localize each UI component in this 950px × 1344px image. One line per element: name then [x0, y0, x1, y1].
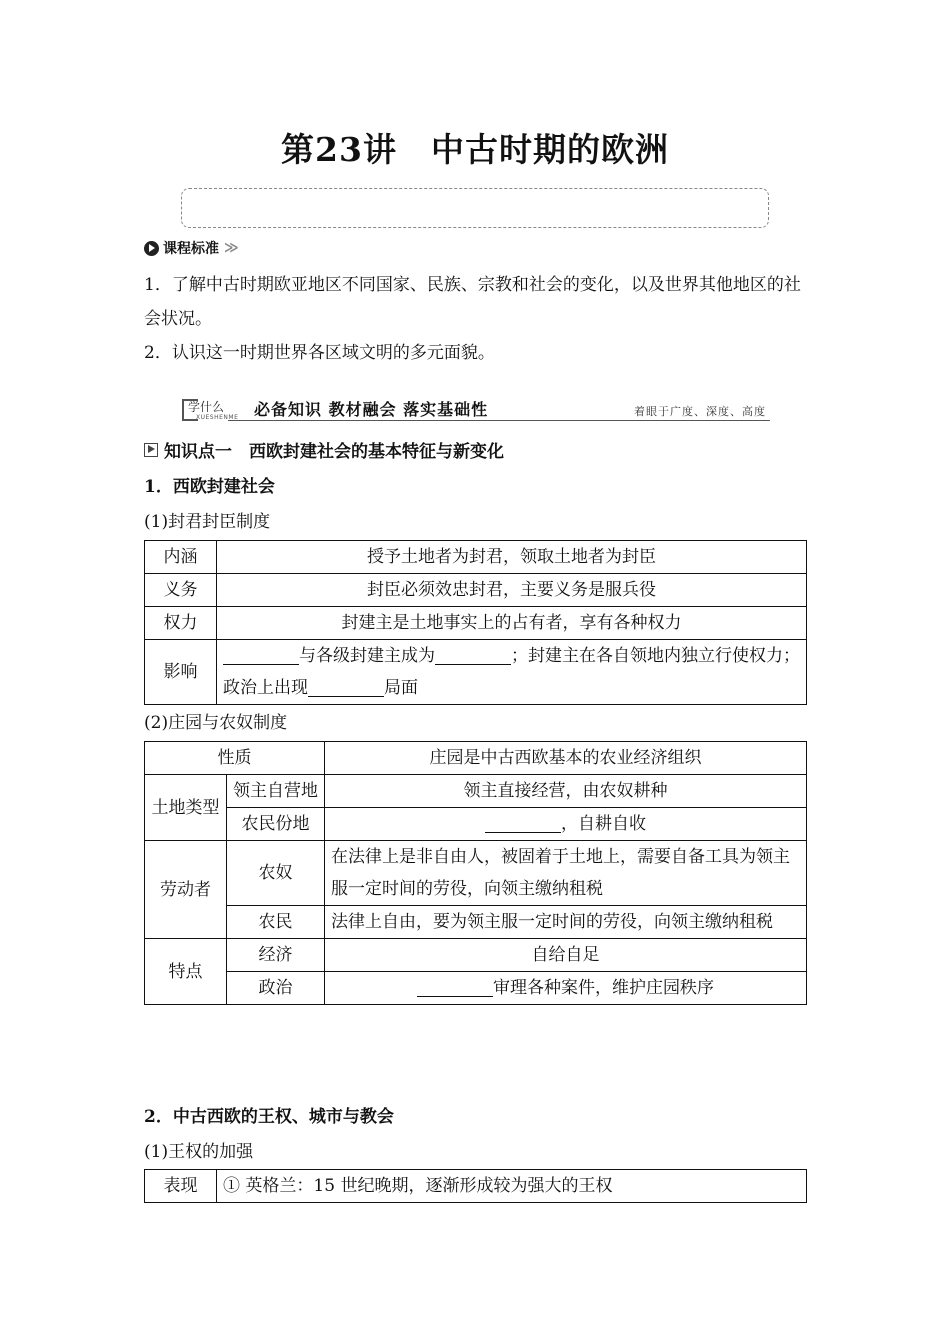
section-2-heading: 2．中古西欧的王权、城市与教会: [144, 1107, 394, 1127]
row-value: 审理各种案件，维护庄园秩序: [325, 972, 807, 1005]
play-box-icon: [144, 443, 158, 457]
fill-blank[interactable]: [435, 644, 511, 665]
row-value: 授予土地者为封君，领取土地者为封臣: [217, 541, 807, 574]
standard-item-1: 1．了解中古时期欧亚地区不同国家、民族、宗教和社会的变化，以及世界其他地区的社会状况。: [144, 275, 801, 329]
knowledge-point-title: 知识点一 西欧封建社会的基本特征与新变化: [164, 442, 504, 462]
fill-blank[interactable]: [223, 644, 299, 665]
row-value: 庄园是中古西欧基本的农业经济组织: [325, 742, 807, 775]
section-banner: [182, 395, 770, 423]
fill-blank[interactable]: [308, 676, 384, 697]
row-key: 内涵: [145, 541, 217, 574]
row-subkey: 农民: [227, 906, 325, 939]
row-value: 法律上自由，要为领主服一定时间的劳役，向领主缴纳租税: [325, 906, 807, 939]
row-subkey: 农奴: [227, 841, 325, 906]
double-chevron-icon: ≫: [224, 240, 239, 256]
land-type-key: 土地类型: [145, 775, 227, 841]
labor-key: 劳动者: [145, 841, 227, 939]
table-row: [145, 841, 807, 906]
section-1a-heading: (1)封君封臣制度: [144, 512, 271, 532]
table-row: [145, 640, 807, 705]
row-value: 封臣必须效忠封君，主要义务是服兵役: [217, 574, 807, 607]
section-1-heading: 1．西欧封建社会: [144, 477, 275, 497]
row-subkey: 领主自营地: [227, 775, 325, 808]
table-row: [145, 775, 807, 808]
feudal-system-table: [144, 540, 807, 705]
feature-key: 特点: [145, 939, 227, 1005]
row-value: 自给自足: [325, 939, 807, 972]
row-subkey: 政治: [227, 972, 325, 1005]
row-value: 封建主是土地事实上的占有者，享有各种权力: [217, 607, 807, 640]
fill-blank[interactable]: [485, 812, 561, 833]
royal-power-table: [144, 1169, 807, 1203]
row-subkey: 经济: [227, 939, 325, 972]
fill-blank[interactable]: [417, 976, 493, 997]
row-key: 义务: [145, 574, 217, 607]
table-row: [145, 939, 807, 972]
row-key: 性质: [145, 742, 325, 775]
table-row: [145, 607, 807, 640]
table-row: [145, 574, 807, 607]
knowledge-point-1: [144, 437, 504, 462]
influence-cell: 与各级封建主成为 ；封建主在各自领地内独立行使权力；政治上出现 局面: [217, 640, 807, 705]
table-row: [145, 742, 807, 775]
banner-underline: [228, 420, 770, 421]
row-value: ① 英格兰：15 世纪晚期，逐渐形成较为强大的王权: [217, 1170, 807, 1203]
row-key: 表现: [145, 1170, 217, 1203]
row-key: 影响: [145, 640, 217, 705]
dashed-box: [181, 188, 769, 228]
section-2a-heading: (1)王权的加强: [144, 1142, 254, 1162]
banner-subtitle: 着眼于广度、深度、高度: [634, 405, 766, 418]
table-row: [145, 972, 807, 1005]
standard-item-2: 2．认识这一时期世界各区域文明的多元面貌。: [144, 343, 495, 363]
play-circle-icon: [144, 241, 159, 256]
manor-system-table: [144, 741, 807, 1005]
table-row: [145, 1170, 807, 1203]
row-value: 领主直接经营，由农奴耕种: [325, 775, 807, 808]
table-row: [145, 541, 807, 574]
row-key: 权力: [145, 607, 217, 640]
course-standard-label: 课程标准: [163, 241, 219, 257]
table-row: [145, 906, 807, 939]
course-standard-header: [144, 238, 239, 258]
banner-title: 必备知识 教材融会 落实基础性: [254, 400, 489, 419]
table-row: [145, 808, 807, 841]
row-subkey: 农民份地: [227, 808, 325, 841]
page-title: 第23讲 中古时期的欧洲: [281, 130, 669, 169]
section-1b-heading: (2)庄园与农奴制度: [144, 713, 288, 733]
row-value: 在法律上是非自由人，被固着于土地上，需要自备工具为领主服一定时间的劳役，向领主缴纳租税: [325, 841, 807, 906]
xueshenme-logo: 学什么 XUESHENME: [182, 395, 228, 423]
row-value: ，自耕自收: [325, 808, 807, 841]
